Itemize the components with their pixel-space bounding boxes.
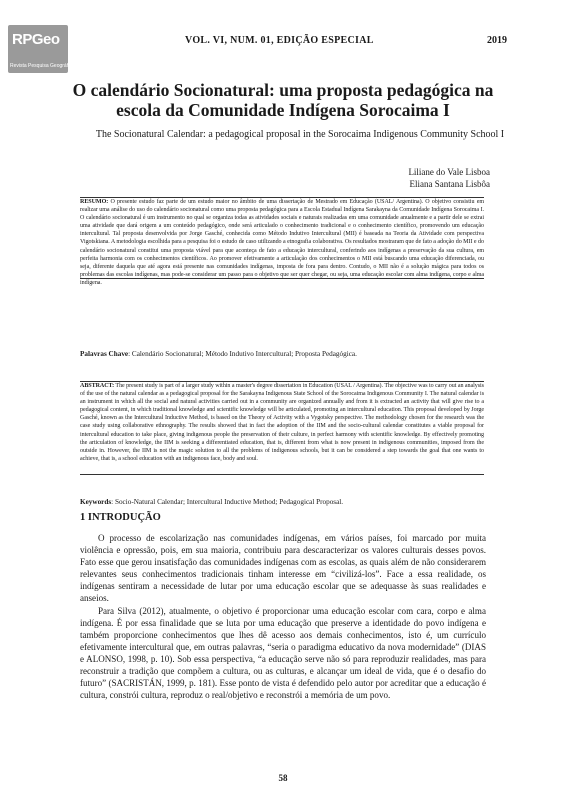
volume-header: VOL. VI, NUM. 01, EDIÇÃO ESPECIAL [185, 35, 374, 46]
body-paragraph: O processo de escolarização nas comunidades indígenas, em vários países, foi marcado por muita violência e opressão, pois, em sua maioria, contribuiu para descaracterizar os valores culturais desses povos. Fato esse que gerou insatisfação das comunidades indígenas com as escolas, as quais além de não considerarem relevantes seus conhecimentos tradicionais tinham interesse em “civilizá-los”. Face a essa realidade, os indígenas sentiram a necessidade de lutar por uma educação escolar que se adequasse às suas realidades e anseios. [80, 533, 486, 604]
resumo-text: O presente estudo faz parte de um estudo maior no âmbito de uma dissertação de Mestrado em Educação (USAL/ Argentina). O objetivo consistiu em realizar uma análise do uso do calendário socionatural como uma proposta pedagógica para a Escola Estadual Indígena Sarakayna da Comunidade Indígena Sorocaima I. O calendário socionatural é um instrumento no qual se organiza todas as atividades sociais e naturais realizadas em uma comunidade anualmente e a partir dele se extrai uma atividade que dará origem a um conteúdo pedagógico, onde será articulado o conhecimento tradicional e o conhecimento científico, promovendo um educação intercultural. Tal proposta desenvolvida por Jorge Gasché, conhecida como Método Indutivo Intercultural (MII) é baseada na Teoria da Atividade com perspectiva Vigotskiana. A metodologia escolhida para a pesquisa foi o estudo de caso utilizando a etnografia colaborativa. Os resultados mostraram que de fato a adoção do MII e do calendário socionatural constitui uma proposta viável para que aconteça de fato a educação intercultural, conferindo aos indígenas a preservação da sua cultura, em perfeita harmonia com os conhecimentos científicos. Ao promover efetivamente a articulação dos conhecimentos o MII está buscando uma educação diferenciada, ou seja, diferente daquela que até agora está presente nas comunidades indígenas, imposta de fora para dentro. Contudo, o MII não é a solução mágica para todos os problemas das escolas indígenas, mas pode-se considerar um passo para o objetivo que ser quer chegar, ou seja, uma educação escolar com alma indígena, corpo e alma indígena. [80, 199, 484, 286]
body-paragraph: Para Silva (2012), atualmente, o objetivo é proporcionar uma educação escolar com cara, corpo e alma indígena. É por essa finalidade que se luta por uma educação que preserve a identidade do povo indígena e também proporcione conhecimentos que lhes dê acesso aos demais conhecimentos, isto é, um currículo efetivamente intercultural que, em outras palavras, “seria o paradigma educativo da nova modernidade” (DIAS e ALONSO, 1998, p. 10). Sob essa perspectiva, “a educação serve não só para reproduzir realidades, mas para reconstruir a tradição que compõem a cultura, ou as culturas, e alcançar um ideal de vida, que é o desafio do futuro” (SACRISTÁN, 1999, p. 181). Esse ponto de vista é defendido pelo autor por acreditar que a educação é cultura, constrói cultura, reproduz o real/objetivo e reconstrói a memória de um povo. [80, 605, 486, 701]
palavras-chave-text: : Calendário Socionatural; Método Indutivo Intercultural; Proposta Pedagógica. [128, 350, 357, 358]
author-list [408, 166, 490, 190]
abstract-paragraph [80, 382, 484, 463]
abstract-label: ABSTRACT: [80, 383, 115, 389]
keywords [80, 498, 484, 507]
palavras-chave-label: Palavras Chave [80, 350, 129, 358]
section-heading: 1 INTRODUÇÃO [80, 512, 161, 523]
page-number: 58 [278, 773, 288, 783]
logo-subtitle: Revista Pesquisa Geográfica [10, 63, 75, 69]
logo-text: RPGeo [12, 31, 60, 48]
author-name: Liliane do Vale Lisboa [408, 167, 490, 177]
abstract-box [80, 381, 484, 475]
resumo-label: RESUMO: [80, 199, 109, 205]
keywords-text: : Socio-Natural Calendar; Intercultural Inductive Method; Pedagogical Proposal. [111, 498, 344, 506]
palavras-chave [80, 350, 484, 359]
author-name: Eliana Santana Lisbôa [409, 179, 490, 189]
journal-logo [8, 25, 75, 73]
article-title-english: The Socionatural Calendar: a pedagogical proposal in the Sorocaima Indigenous Community School I [95, 129, 505, 140]
introduction-body [80, 532, 486, 701]
keywords-label: Keywords [80, 498, 112, 506]
abstract-text: The present study is part of a larger study within a master's degree dissertation in Education (USAL / Argentina). The objective was to carry out an analysis of the use of the natural calendar as a pedagogical proposal for the Sarakayna Indigenous State School of the Sorocaima Indigenous Community I. The natural calendar is an instrument in which all the social and natural activities carried out in a community are organized annually and from it is extracted an activity that will give rise to a pedagogical content, in which traditional knowledge and scientific knowledge will be articulated, promoting an intercultural education. This proposal developed by Jorge Gasché, known as the Intercultural Inductive Method, is based on the Theory of Activity with a Vygotsky perspective. The methodology chosen for the research was the case study using collaborative ethnography. The results showed that in fact the adoption of the IIM and the socio-cultural calendar constitutes a viable proposal for intercultural education to take place, giving indigenous people the preservation of their culture, in perfect harmony with scientific knowledge. By effectively promoting the articulation of knowledge, the IIM is seeking a differentiated education, that is, different from what is now present in indigenous communities, imposed from the outside in. However, the IIM is not the magic solution to all the problems of indigenous schools, but it can be considered a step towards the goal that one wants to achieve, that is, a school education with an indigenous face, body and soul. [80, 383, 484, 462]
resumo-box [80, 197, 484, 286]
article-title: O calendário Socionatural: uma proposta pedagógica na escola da Comunidade Indígena Sorocaima I [72, 80, 494, 120]
resumo-paragraph [80, 198, 484, 287]
year-header: 2019 [487, 35, 507, 46]
